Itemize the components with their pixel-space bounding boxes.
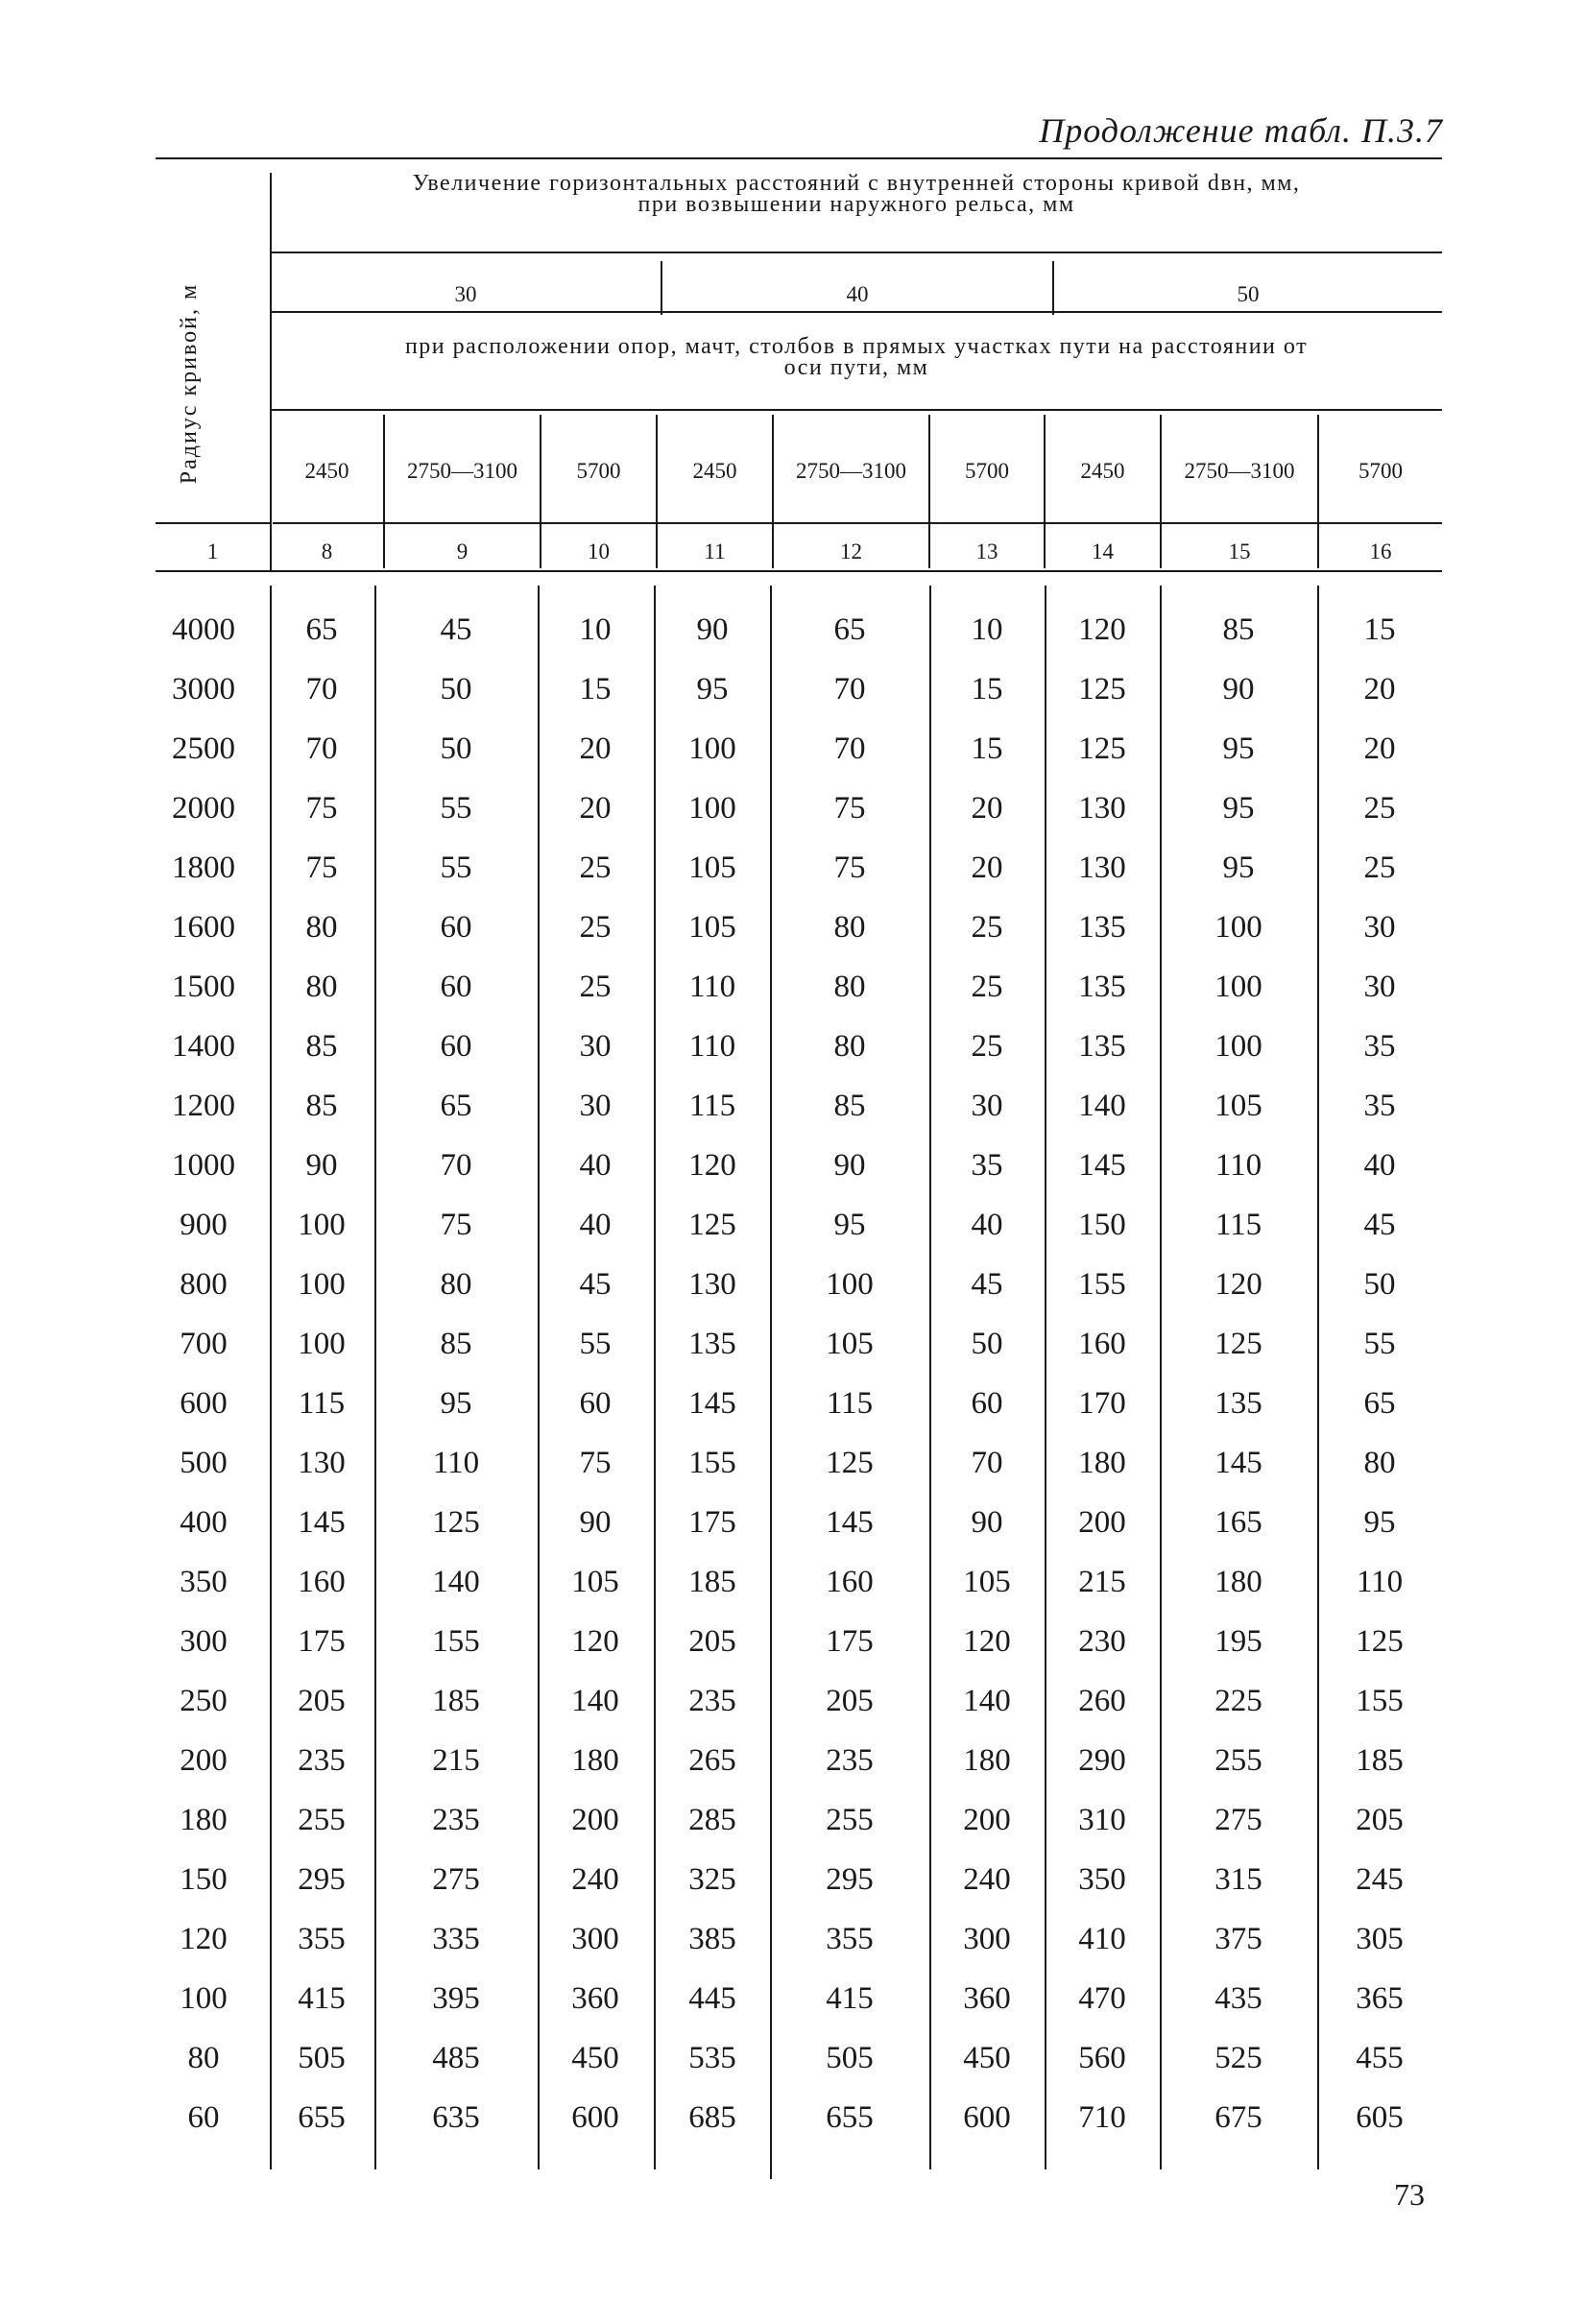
radius-cell: 1200 [172,1089,235,1123]
table-cell: 25 [579,851,612,885]
table-cell: 215 [432,1743,480,1778]
table-cell: 65 [305,612,338,647]
radius-cell: 120 [180,1922,228,1956]
table-cell: 20 [1363,672,1396,707]
table-cell: 15 [971,672,1003,707]
elevation-30: 30 [454,282,477,306]
table-cell: 85 [833,1089,866,1123]
table-cell: 105 [963,1565,1011,1599]
table-cell: 130 [1078,851,1126,885]
col-number-10: 10 [588,539,610,563]
table-cell: 245 [1356,1862,1404,1897]
table-cell: 275 [1214,1803,1262,1837]
table-cell: 25 [971,910,1003,945]
table-cell: 175 [826,1624,874,1659]
table-cell: 100 [298,1327,346,1361]
table-cell: 70 [971,1446,1003,1480]
table-cell: 115 [298,1386,346,1421]
table-cell: 135 [1078,910,1126,945]
table-cell: 10 [971,612,1003,647]
table-cell: 125 [432,1505,480,1540]
table-cell: 205 [688,1624,736,1659]
col-number-1: 1 [206,539,219,563]
table-cell: 105 [688,910,736,945]
table-cell: 110 [432,1446,480,1480]
table-cell: 100 [298,1208,346,1242]
table-cell: 115 [826,1386,874,1421]
table-cell: 20 [1363,731,1396,766]
table-cell: 100 [688,731,736,766]
table-cell: 80 [833,970,866,1004]
table-cell: 35 [1363,1089,1396,1123]
table-cell: 155 [1078,1267,1126,1302]
increase-rule [271,252,1442,253]
table-cell: 240 [963,1862,1011,1897]
table-cell: 95 [1222,791,1255,826]
table-cell: 90 [579,1505,612,1540]
table-cell: 180 [963,1743,1011,1778]
table-cell: 415 [826,1981,874,2016]
body-divider [1317,586,1319,2169]
table-cell: 120 [688,1148,736,1183]
table-cell: 40 [971,1208,1003,1242]
table-cell: 40 [1363,1148,1396,1183]
table-cell: 20 [579,791,612,826]
table-cell: 170 [1078,1386,1126,1421]
table-cell: 85 [440,1327,472,1361]
table-cell: 125 [1078,731,1126,766]
header-top-rule [156,157,1442,159]
table-cell: 180 [571,1743,619,1778]
radius-cell: 1500 [172,970,235,1004]
table-cell: 125 [826,1446,874,1480]
radius-cell: 4000 [172,612,235,647]
table-cell: 75 [833,851,866,885]
table-cell: 205 [298,1684,346,1718]
table-cell: 160 [1078,1327,1126,1361]
table-cell: 205 [1356,1803,1404,1837]
table-cell: 110 [1356,1565,1404,1599]
table-cell: 25 [579,970,612,1004]
table-cell: 65 [1363,1386,1396,1421]
table-cell: 80 [305,970,338,1004]
table-cell: 255 [826,1803,874,1837]
table-cell: 200 [963,1803,1011,1837]
body-divider [654,586,656,2169]
table-cell: 125 [1356,1624,1404,1659]
table-cell: 50 [971,1327,1003,1361]
table-body [156,572,1442,2166]
col-number-12: 12 [840,539,862,563]
table-cell: 155 [688,1446,736,1480]
table-cell: 20 [579,731,612,766]
radius-cell: 600 [180,1386,228,1421]
table-cell: 235 [826,1743,874,1778]
radius-cell: 1000 [172,1148,235,1183]
radius-cell: 1800 [172,851,235,885]
table-cell: 140 [571,1684,619,1718]
table-cell: 45 [440,612,472,647]
table-cell: 50 [1363,1267,1396,1302]
table-cell: 30 [579,1089,612,1123]
elevation-40: 40 [846,282,869,306]
table-cell: 70 [833,731,866,766]
distance-col-12: 2750—3100 [796,459,906,483]
table-cell: 10 [579,612,612,647]
table-cell: 120 [1214,1267,1262,1302]
table-cell: 30 [579,1029,612,1064]
table-cell: 100 [1214,970,1262,1004]
col-number-14: 14 [1092,539,1114,563]
table-cell: 135 [1078,1029,1126,1064]
table-cell: 80 [1363,1446,1396,1480]
table-cell: 125 [688,1208,736,1242]
placement-rule [271,409,1442,411]
table-cell: 505 [298,2041,346,2075]
table-cell: 115 [688,1089,736,1123]
elevation-rule [271,311,1442,313]
body-divider [770,586,772,2179]
table-cell: 435 [1214,1981,1262,2016]
table-cell: 135 [688,1327,736,1361]
col-number-16: 16 [1369,539,1392,563]
table-cell: 95 [833,1208,866,1242]
table-cell: 415 [298,1981,346,2016]
table-cell: 145 [1214,1446,1262,1480]
radius-cell: 500 [180,1446,228,1480]
table-cell: 100 [1214,910,1262,945]
radius-cell: 100 [180,1981,228,2016]
radius-cell: 800 [180,1267,228,1302]
table-cell: 185 [688,1565,736,1599]
table-cell: 95 [696,672,729,707]
table-cell: 75 [833,791,866,826]
table-cell: 15 [1363,612,1396,647]
table-cell: 90 [696,612,729,647]
table-cell: 255 [1214,1743,1262,1778]
radius-cell: 80 [187,2041,220,2075]
radius-cell: 200 [180,1743,228,1778]
table-cell: 105 [688,851,736,885]
table-cell: 30 [971,1089,1003,1123]
increase-title: Увеличение горизонтальных расстояний с внутренней стороны кривой dвн, мм, при возвышении наружного рельса, мм [412,171,1301,217]
table-cell: 600 [963,2100,1011,2135]
col-number-8: 8 [321,539,333,563]
table-cell: 80 [440,1267,472,1302]
table-cell: 635 [432,2100,480,2135]
table-cell: 355 [826,1922,874,1956]
table-cell: 150 [1078,1208,1126,1242]
table-cell: 85 [305,1089,338,1123]
table-cell: 325 [688,1862,736,1897]
table-cell: 120 [571,1624,619,1659]
radius-cell: 350 [180,1565,228,1599]
table-cell: 395 [432,1981,480,2016]
table-cell: 70 [440,1148,472,1183]
table-cell: 50 [440,731,472,766]
table-cell: 305 [1356,1922,1404,1956]
radius-cell: 2000 [172,791,235,826]
col-number-9: 9 [456,539,469,563]
table-cell: 70 [305,672,338,707]
table-cell: 360 [571,1981,619,2016]
table-cell: 100 [826,1267,874,1302]
radius-cell: 60 [187,2100,220,2135]
table-cell: 125 [1078,672,1126,707]
table-cell: 145 [688,1386,736,1421]
table-cell: 285 [688,1803,736,1837]
table-cell: 275 [432,1862,480,1897]
distance-col-10: 5700 [576,459,621,483]
table-cell: 130 [688,1267,736,1302]
table-cell: 95 [1222,851,1255,885]
table-cell: 120 [1078,612,1126,647]
radius-cell: 900 [180,1208,228,1242]
table-cell: 90 [833,1148,866,1183]
table-cell: 445 [688,1981,736,2016]
table-cell: 55 [579,1327,612,1361]
table-cell: 90 [305,1148,338,1183]
table-cell: 135 [1214,1386,1262,1421]
table-cell: 70 [305,731,338,766]
table-cell: 505 [826,2041,874,2075]
table-cell: 265 [688,1743,736,1778]
table-cell: 80 [833,1029,866,1064]
table-cell: 290 [1078,1743,1126,1778]
table-cell: 145 [298,1505,346,1540]
table-cell: 60 [971,1386,1003,1421]
table-cell: 215 [1078,1565,1126,1599]
table-cell: 140 [1078,1089,1126,1123]
table-cell: 75 [579,1446,612,1480]
table-cell: 105 [826,1327,874,1361]
table-cell: 100 [688,791,736,826]
distance-col-13: 5700 [965,459,1009,483]
table-cell: 160 [298,1565,346,1599]
table-cell: 40 [579,1208,612,1242]
table-cell: 140 [432,1565,480,1599]
radius-cell: 150 [180,1862,228,1897]
table-cell: 685 [688,2100,736,2135]
table-cell: 145 [826,1505,874,1540]
distance-rule [273,522,1442,524]
table-cell: 30 [1363,910,1396,945]
table-cell: 185 [1356,1743,1404,1778]
table-cell: 710 [1078,2100,1126,2135]
table-cell: 25 [1363,851,1396,885]
table-cell: 450 [963,2041,1011,2075]
table-cell: 360 [963,1981,1011,2016]
table-cell: 115 [1214,1208,1262,1242]
table-cell: 485 [432,2041,480,2075]
table-cell: 375 [1214,1922,1262,1956]
table-cell: 60 [579,1386,612,1421]
table-cell: 95 [440,1386,472,1421]
table-cell: 25 [971,970,1003,1004]
table-cell: 260 [1078,1684,1126,1718]
table-cell: 230 [1078,1624,1126,1659]
table-cell: 600 [571,2100,619,2135]
table-cell: 30 [1363,970,1396,1004]
radius-cell: 400 [180,1505,228,1540]
radius-cell: 700 [180,1327,228,1361]
continuation-label: Продолжение табл. П.3.7 [1039,111,1443,150]
table-cell: 205 [826,1684,874,1718]
distance-col-15: 2750—3100 [1184,459,1295,483]
table-header [156,157,1442,572]
table-cell: 300 [571,1922,619,1956]
table-cell: 200 [571,1803,619,1837]
table-cell: 200 [1078,1505,1126,1540]
table-cell: 145 [1078,1148,1126,1183]
table-cell: 35 [971,1148,1003,1183]
table-cell: 560 [1078,2041,1126,2075]
col-number-13: 13 [975,539,998,563]
radius-cell: 300 [180,1624,228,1659]
table-cell: 110 [688,970,736,1004]
table-cell: 45 [579,1267,612,1302]
col-number-15: 15 [1228,539,1251,563]
radius-cell: 3000 [172,672,235,707]
distance-col-9: 2750—3100 [407,459,517,483]
table-cell: 355 [298,1922,346,1956]
table-cell: 60 [440,910,472,945]
table-cell: 185 [432,1684,480,1718]
table-cell: 75 [305,851,338,885]
table-cell: 95 [1363,1505,1396,1540]
table-cell: 15 [971,731,1003,766]
table-cell: 80 [305,910,338,945]
table-cell: 235 [432,1803,480,1837]
table-cell: 385 [688,1922,736,1956]
table-cell: 310 [1078,1803,1126,1837]
table-cell: 70 [833,672,866,707]
radius-cell: 180 [180,1803,228,1837]
table-cell: 75 [305,791,338,826]
table-cell: 65 [440,1089,472,1123]
table-cell: 235 [298,1743,346,1778]
table-cell: 135 [1078,970,1126,1004]
distance-col-8: 2450 [304,459,349,483]
table-cell: 535 [688,2041,736,2075]
radius-divider [270,173,272,570]
radius-cell: 2500 [172,731,235,766]
table-cell: 85 [1222,612,1255,647]
radius-rule [156,522,271,524]
table-cell: 130 [298,1446,346,1480]
table-cell: 105 [571,1565,619,1599]
table-cell: 525 [1214,2041,1262,2075]
table-cell: 55 [440,851,472,885]
table-cell: 90 [1222,672,1255,707]
table-cell: 470 [1078,1981,1126,2016]
table-cell: 155 [1356,1684,1404,1718]
table-cell: 20 [971,791,1003,826]
table-cell: 240 [571,1862,619,1897]
table-cell: 195 [1214,1624,1262,1659]
table-cell: 100 [1214,1029,1262,1064]
table-cell: 165 [1214,1505,1262,1540]
table-cell: 410 [1078,1922,1126,1956]
table-cell: 315 [1214,1862,1262,1897]
table-cell: 55 [440,791,472,826]
page-number: 73 [1394,2177,1425,2212]
table-cell: 655 [826,2100,874,2135]
table-cell: 110 [688,1029,736,1064]
table-cell: 75 [440,1208,472,1242]
table-cell: 155 [432,1624,480,1659]
table-cell: 295 [298,1862,346,1897]
radius-label: Радиус кривой, м [177,282,203,484]
table-cell: 125 [1214,1327,1262,1361]
table-cell: 20 [971,851,1003,885]
table-cell: 335 [432,1922,480,1956]
placement-title: при расположении опор, мачт, столбов в прямых участках пути на расстоянии от оси пути, мм [404,334,1309,380]
table-cell: 45 [971,1267,1003,1302]
table-cell: 130 [1078,791,1126,826]
table-cell: 55 [1363,1327,1396,1361]
table-cell: 180 [1078,1446,1126,1480]
table-cell: 65 [833,612,866,647]
table-cell: 450 [571,2041,619,2075]
table-cell: 105 [1214,1089,1262,1123]
table-cell: 300 [963,1922,1011,1956]
table-cell: 100 [298,1267,346,1302]
distance-col-11: 2450 [692,459,737,483]
table-cell: 365 [1356,1981,1404,2016]
radius-cell: 250 [180,1684,228,1718]
table-cell: 25 [971,1029,1003,1064]
table-cell: 255 [298,1803,346,1837]
table-cell: 60 [440,970,472,1004]
table-cell: 25 [579,910,612,945]
table-cell: 605 [1356,2100,1404,2135]
table-cell: 350 [1078,1862,1126,1897]
table-cell: 95 [1222,731,1255,766]
distance-col-16: 5700 [1359,459,1403,483]
table-cell: 45 [1363,1208,1396,1242]
table-cell: 110 [1214,1148,1262,1183]
table-cell: 40 [579,1148,612,1183]
col-number-11: 11 [704,539,726,563]
radius-cell: 1400 [172,1029,235,1064]
elevation-50: 50 [1237,282,1260,306]
table-cell: 80 [833,910,866,945]
table-cell: 675 [1214,2100,1262,2135]
table-cell: 160 [826,1565,874,1599]
table-cell: 140 [963,1684,1011,1718]
radius-cell: 1600 [172,910,235,945]
table-cell: 655 [298,2100,346,2135]
table-cell: 175 [688,1505,736,1540]
table-cell: 120 [963,1624,1011,1659]
table-cell: 35 [1363,1029,1396,1064]
table-cell: 15 [579,672,612,707]
table-cell: 225 [1214,1684,1262,1718]
table-cell: 175 [298,1624,346,1659]
table-cell: 295 [826,1862,874,1897]
distance-col-14: 2450 [1080,459,1125,483]
table-cell: 180 [1214,1565,1262,1599]
table-cell: 235 [688,1684,736,1718]
table-cell: 85 [305,1029,338,1064]
table-cell: 90 [971,1505,1003,1540]
table-cell: 50 [440,672,472,707]
table-cell: 25 [1363,791,1396,826]
table-cell: 60 [440,1029,472,1064]
table-cell: 455 [1356,2041,1404,2075]
